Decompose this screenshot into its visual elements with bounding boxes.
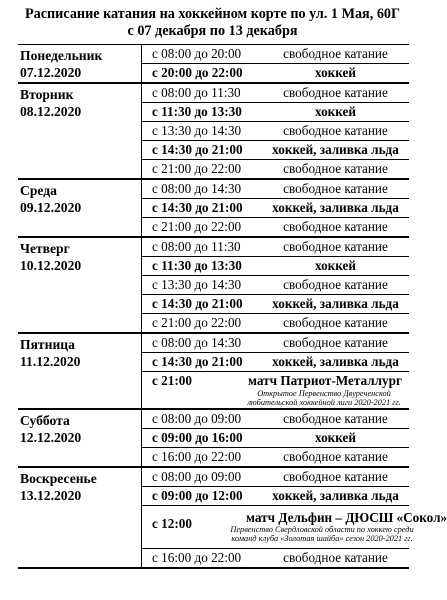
time-slot-row — [142, 64, 409, 82]
slot-activity: свободное катание — [283, 411, 388, 426]
day-date: 09.12.2020 — [20, 200, 82, 215]
slot-time: с 20:00 до 22:00 — [152, 65, 243, 80]
time-slots — [142, 334, 409, 408]
time-slot-row — [142, 334, 409, 353]
time-slot-row — [142, 238, 409, 257]
match-title: матч Дельфин – ДЮСШ «Сокол» — [246, 510, 447, 525]
time-slot-row — [142, 199, 409, 218]
slot-time: с 08:00 до 09:00 — [152, 411, 242, 426]
day-block — [18, 180, 409, 238]
time-slot-row — [142, 141, 409, 160]
slot-activity: свободное катание — [283, 469, 388, 484]
time-slot-row — [142, 487, 409, 506]
slot-time: с 08:00 до 14:30 — [152, 335, 242, 350]
day-date: 13.12.2020 — [20, 488, 82, 503]
slot-time: с 09:00 до 16:00 — [152, 430, 243, 445]
slot-time: с 08:00 до 11:30 — [152, 239, 241, 254]
title-line-2: с 07 декабря по 13 декабря — [127, 23, 298, 39]
day-label — [18, 238, 142, 332]
slot-time: с 16:00 до 22:00 — [152, 449, 242, 464]
match-time: с 12:00 — [152, 516, 192, 531]
time-slots — [142, 468, 447, 567]
match-slot — [142, 372, 409, 408]
slot-activity: свободное катание — [283, 239, 388, 254]
time-slots — [142, 84, 409, 178]
time-slots — [142, 410, 409, 466]
slot-activity: свободное катание — [283, 335, 388, 350]
slot-time: с 21:00 до 22:00 — [152, 315, 242, 330]
slot-time: с 14:30 до 21:00 — [152, 296, 243, 311]
slot-time: с 14:30 до 21:00 — [152, 354, 243, 369]
time-slot-row — [142, 180, 409, 199]
slot-activity: хоккей — [314, 258, 356, 273]
day-label — [18, 334, 142, 408]
slot-activity: хоккей — [314, 104, 356, 119]
time-slot-row — [142, 122, 409, 141]
day-block — [18, 468, 447, 569]
day-label — [18, 84, 142, 178]
slot-time: с 16:00 до 22:00 — [152, 550, 242, 565]
slot-time: с 11:30 до 13:30 — [152, 104, 242, 119]
slot-time: с 21:00 до 22:00 — [152, 219, 242, 234]
time-slot-row — [142, 218, 409, 236]
match-note: Первенство Свердловской области по хоккею среди команд клуба «Золотая шайба» сезон 2020-2021 гг. — [230, 525, 414, 543]
time-slot-row — [142, 314, 409, 332]
slot-activity: хоккей, заливка льда — [272, 296, 399, 311]
day-date: 11.12.2020 — [20, 354, 81, 369]
slot-time: с 08:00 до 09:00 — [152, 469, 242, 484]
time-slots — [142, 45, 409, 82]
slot-time: с 21:00 до 22:00 — [152, 161, 242, 176]
time-slot-row — [142, 45, 409, 64]
slot-time: с 09:00 до 12:00 — [152, 488, 243, 503]
schedule-table — [18, 44, 447, 569]
time-slot-row — [142, 410, 409, 429]
slot-activity: свободное катание — [283, 161, 388, 176]
day-block — [18, 84, 409, 180]
time-slot-row — [142, 160, 409, 178]
day-date: 10.12.2020 — [20, 258, 82, 273]
match-slot — [142, 506, 447, 549]
slot-activity: свободное катание — [283, 315, 388, 330]
day-block — [18, 334, 409, 410]
slot-activity: свободное катание — [283, 46, 388, 61]
match-note: Открытое Первенство Двуреченской любительской хоккейной лиги 2020-2021 гг. — [247, 389, 401, 407]
day-label — [18, 180, 142, 236]
time-slot-row — [142, 468, 409, 487]
day-name: Четверг — [20, 241, 70, 256]
match-time: с 21:00 — [152, 373, 192, 388]
time-slot-row — [142, 353, 409, 372]
day-label — [18, 410, 142, 466]
slot-time: с 08:00 до 20:00 — [152, 46, 242, 61]
day-date: 07.12.2020 — [20, 65, 82, 80]
day-block — [18, 238, 409, 334]
slot-activity: свободное катание — [283, 123, 388, 138]
time-slots — [142, 238, 409, 332]
day-block — [18, 45, 409, 84]
day-name: Среда — [20, 183, 57, 198]
title-line-1: Расписание катания на хоккейном корте по ул. 1 Мая, 60Г — [24, 6, 401, 22]
slot-activity: хоккей, заливка льда — [272, 354, 399, 369]
time-slot-row — [142, 257, 409, 276]
time-slot-row — [142, 429, 409, 448]
time-slot-row — [142, 103, 409, 122]
day-name: Пятница — [20, 337, 75, 352]
day-label — [18, 45, 142, 82]
slot-activity: хоккей, заливка льда — [272, 488, 399, 503]
time-slot-row — [142, 276, 409, 295]
time-slots — [142, 180, 409, 236]
time-slot-row — [142, 84, 409, 103]
slot-time: с 14:30 до 21:00 — [152, 200, 243, 215]
page-title — [0, 6, 425, 40]
day-block — [18, 410, 409, 468]
slot-activity: хоккей — [314, 430, 356, 445]
slot-time: с 08:00 до 11:30 — [152, 85, 241, 100]
day-label — [18, 468, 142, 567]
slot-activity: свободное катание — [283, 277, 388, 292]
slot-time: с 11:30 до 13:30 — [152, 258, 242, 273]
slot-time: с 08:00 до 14:30 — [152, 181, 242, 196]
slot-time: с 14:30 до 21:00 — [152, 142, 243, 157]
day-name: Воскресенье — [20, 471, 97, 486]
slot-activity: свободное катание — [283, 181, 388, 196]
slot-time: с 13:30 до 14:30 — [152, 277, 242, 292]
slot-activity: свободное катание — [283, 449, 388, 464]
slot-activity: свободное катание — [283, 219, 388, 234]
match-title: матч Патриот-Металлург — [248, 373, 402, 388]
slot-activity: хоккей, заливка льда — [272, 142, 399, 157]
slot-activity: свободное катание — [283, 85, 388, 100]
time-slot-row — [142, 549, 409, 567]
day-name: Понедельник — [20, 48, 103, 63]
slot-activity: хоккей, заливка льда — [272, 200, 399, 215]
day-date: 12.12.2020 — [20, 430, 82, 445]
day-name: Суббота — [20, 413, 70, 428]
slot-activity: свободное катание — [283, 550, 388, 565]
time-slot-row — [142, 295, 409, 314]
time-slot-row — [142, 448, 409, 466]
slot-activity: хоккей — [314, 65, 356, 80]
day-name: Вторник — [20, 87, 74, 102]
slot-time: с 13:30 до 14:30 — [152, 123, 242, 138]
day-date: 08.12.2020 — [20, 104, 82, 119]
